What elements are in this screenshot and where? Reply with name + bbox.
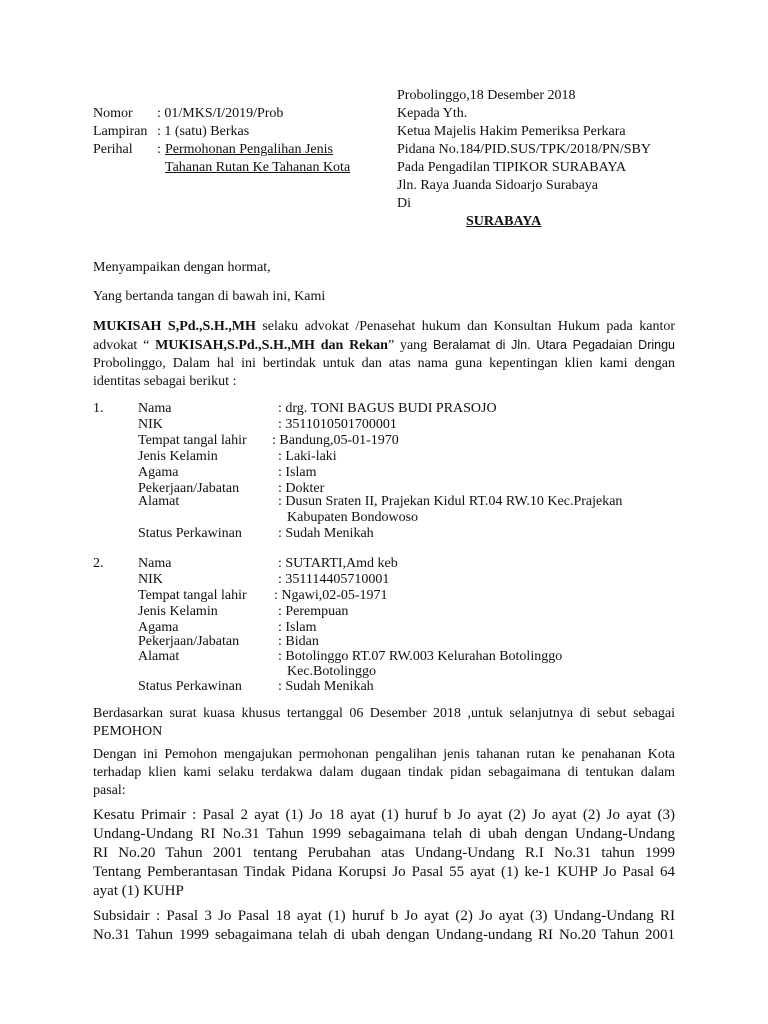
field-label: Agama — [138, 620, 179, 635]
field-label: Alamat — [138, 494, 180, 509]
intro: Yang bertanda tangan di bawah ini, Kami — [93, 289, 326, 304]
paragraph-power-of-attorney: Berdasarkan surat kuasa khusus tertanggal 06 Desember 2018 ,untuk selanjutnya di sebut sebagai PEMOHON — [93, 706, 675, 739]
place-date: Probolinggo,18 Desember 2018 — [397, 88, 576, 103]
field-label: Agama — [138, 465, 179, 480]
field-label: Jenis Kelamin — [138, 449, 218, 464]
advocate-name: MUKISAH S,Pd.,S.H.,MH — [93, 319, 256, 334]
field-value: : drg. TONI BAGUS BUDI PRASOJO — [278, 401, 497, 416]
recipient-line2: Ketua Majelis Hakim Pemeriksa Perkara — [397, 124, 626, 139]
field-value: : SUTARTI,Amd keb — [278, 556, 398, 571]
field-value: : Dokter — [278, 481, 325, 496]
client-number: 1. — [93, 401, 104, 416]
paragraph-primary-charge: Kesatu Primair : Pasal 2 ayat (1) Jo 18 ayat (1) huruf b Jo ayat (2) Jo ayat (2) Jo ayat (3) Undang-Undang RI No.31 Tahun 1999 sebagaimana telah di ubah dengan Undang-Undang RI No.20 Tahun 2001 tentang Perubahan atas Undang-Undang R.I No.31 tahun 1999 Tentang Pemberantasan Tindak Pidana Korupsi Jo Pasal 55 ayat (1) ke-1 KUHP Jo Pasal 64 ayat (1) KUHP — [93, 807, 675, 899]
field-label: NIK — [138, 417, 163, 432]
paragraph-advocate: MUKISAH S,Pd.,S.H.,MH selaku advokat /Penasehat hukum dan Konsultan Hukum pada kantor advokat “ MUKISAH,S.Pd.,S.H.,MH dan Rekan” yang Beralamat di Jln. Utara Pegadaian Dringu Probolinggo, Dalam hal ini bertindak untuk dan atas nama guna kepentingan klien kami dengan identitas sebagai berikut : — [93, 319, 676, 389]
field-label: NIK — [138, 572, 163, 587]
field-value: : Sudah Menikah — [278, 679, 374, 694]
field-value: : Bandung,05-01-1970 — [272, 433, 399, 448]
recipient-city: SURABAYA — [466, 214, 542, 229]
recipient-line5: Jln. Raya Juanda Sidoarjo Surabaya — [397, 178, 599, 193]
recipient-line3: Pidana No.184/PID.SUS/TPK/2018/PN/SBY — [397, 142, 651, 157]
field-value: : 3511010501700001 — [278, 417, 397, 432]
recipient-line6: Di — [397, 196, 411, 211]
field-label: Nama — [138, 401, 172, 416]
field-value-continued: Kabupaten Bondowoso — [287, 510, 419, 525]
field-value: : Sudah Menikah — [278, 526, 374, 541]
paragraph-request: Dengan ini Pemohon mengajukan permohonan pengalihan jenis tahanan rutan ke penahanan Kota terhadap klien kami selaku terdakwa dalam dugaan tindak pidan sebagaimana di tentukan dalam pasal: — [93, 747, 675, 798]
greeting: Menyampaikan dengan hormat, — [93, 260, 271, 275]
firm-address: Beralamat di Jln. Utara Pegadaian Dringu — [432, 338, 676, 352]
field-value: : Islam — [278, 620, 317, 635]
lampiran-value: : 1 (satu) Berkas — [157, 124, 250, 139]
field-label: Tempat tangal lahir — [138, 588, 247, 603]
field-value: : Botolinggo RT.07 RW.003 Kelurahan Botolinggo — [278, 649, 563, 664]
field-value: : Perempuan — [278, 604, 349, 619]
field-value: : Ngawi,02-05-1971 — [274, 588, 388, 603]
field-label: Pekerjaan/Jabatan — [138, 634, 240, 649]
field-label: Status Perkawinan — [138, 526, 242, 541]
field-value-continued: Kec.Botolinggo — [287, 664, 377, 679]
lampiran-label: Lampiran — [93, 124, 148, 139]
recipient-line4: Pada Pengadilan TIPIKOR SURABAYA — [397, 160, 627, 175]
perihal-label: Perihal — [93, 142, 133, 157]
nomor-label: Nomor — [93, 106, 133, 121]
paragraph-subsidiary-charge: Subsidair : Pasal 3 Jo Pasal 18 ayat (1) huruf b Jo ayat (2) Jo ayat (3) Undang-Undang RI No.31 Tahun 1999 sebagaimana telah di ubah dengan Undang-undang RI No.20 Tahun 2001 — [93, 908, 675, 943]
field-value: : 351114405710001 — [278, 572, 390, 587]
nomor-value: : 01/MKS/I/2019/Prob — [157, 106, 284, 121]
field-value: : Dusun Sraten II, Prajekan Kidul RT.04 RW.10 Kec.Prajekan — [278, 494, 623, 509]
recipient-line1: Kepada Yth. — [397, 106, 468, 121]
field-value: : Laki-laki — [278, 449, 337, 464]
field-label: Alamat — [138, 649, 180, 664]
field-value: : Islam — [278, 465, 317, 480]
field-label: Nama — [138, 556, 172, 571]
field-label: Pekerjaan/Jabatan — [138, 481, 240, 496]
perihal-line2: Tahanan Rutan Ke Tahanan Kota — [165, 160, 351, 175]
client-number: 2. — [93, 556, 104, 571]
perihal-colon: : — [157, 142, 161, 157]
perihal-line1: Permohonan Pengalihan Jenis — [165, 142, 333, 157]
field-label: Status Perkawinan — [138, 679, 242, 694]
field-value: : Bidan — [278, 634, 319, 649]
field-label: Jenis Kelamin — [138, 604, 218, 619]
firm-name: MUKISAH,S.Pd.,S.H.,MH dan Rekan — [155, 338, 388, 353]
field-label: Tempat tangal lahir — [138, 433, 247, 448]
